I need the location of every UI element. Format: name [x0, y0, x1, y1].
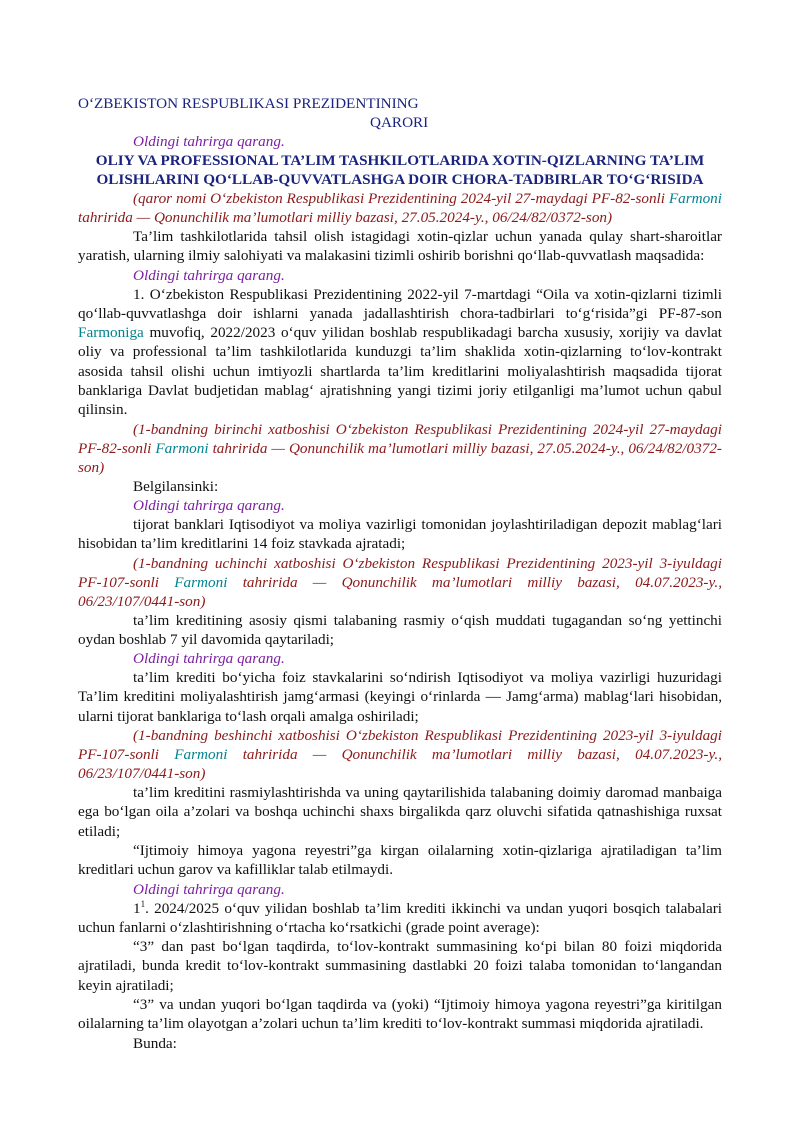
decree-link[interactable]: Farmoni — [174, 746, 228, 764]
clause-gpa-below-3: “3” dan past bo‘lgan taqdirda, to‘lov-kontrakt summasining ko‘pi bilan 80 foizi miqdorida ajratiladi, bunda kredit to‘lov-kontrakt summasining dastlabki 20 foizi talaba tomonidan to‘langandan keyin ajratiladi; — [78, 938, 722, 994]
previous-edition-link[interactable]: Oldingi tahrirga qarang. — [133, 650, 285, 668]
preamble: Ta’lim tashkilotlarida tahsil olish istagidagi xotin-qizlar uchun yanada qulay shart-sharoitlar yaratish, ularning ilmiy salohiyati va malakasini tizimli oshirib borishni qo‘llab-quvvatlash maqsadida: — [78, 228, 722, 265]
clause-1: 1. O‘zbekiston Respublikasi Prezidentining 2022-yil 7-martdagi “Oila va xotin-qizlarni tizimli qo‘llab-quvvatlashga doir ishlarni yanada jadallashtirish chora-tadbirlari to‘g‘risida”gi PF-87-son Farmoniga muvofiq, 2022/2023 o‘quv yilidan boshlab respublikadagi barcha xususiy, xorijiy va davlat oliy va professional ta’lim tashkilotlarida kunduzgi ta’lim shaklida xotin-qizlarning to‘lov-kontrakt asosida tahsil olishi uchun imtiyozli shartlarda ta’lim kreditlarini moliyalashtirish maqsadida tijorat banklariga Davlat budjetidan mablag‘ ajratishning yangi tizimi joriy etilganligi ma’lumot uchun qabul qilinsin. — [78, 285, 722, 419]
previous-edition-link[interactable]: Oldingi tahrirga qarang. — [133, 496, 285, 514]
clause-bunda: Bunda: — [133, 1034, 177, 1052]
clause-repayment: ta’lim kreditining asosiy qismi talabaning rasmiy o‘qish muddati tugagandan so‘ng yettinchi oydan boshlab 7 yil davomida qaytariladi; — [78, 611, 722, 648]
amendment-note-3: (1-bandning beshinchi xatboshisi O‘zbekiston Respublikasi Prezidentining 2023-yil 3-iyuldagi PF-107-sonli Farmoni tahririda — Qonunchilik ma’lumotlari milliy bazasi, 04.07.2023-y., 06/23/107/0441-son) — [78, 727, 722, 783]
decree-link[interactable]: Farmoniga — [78, 324, 144, 342]
clause-interest: ta’lim krediti bo‘yicha foiz stavkalarini so‘ndirish Iqtisodiyot va moliya vazirligi huzuridagi Ta’lim kreditini moliyalashtirish jamg‘armasi (keyingi o‘rinlarda — Jamg‘arma) mablag‘lari hisobidan, ularni tijorat banklariga to‘lash orqali amalga oshiriladi; — [78, 669, 722, 725]
document-title: OLIY VA PROFESSIONAL TA’LIM TASHKILOTLARIDA XOTIN-QIZLARNING TA’LIM OLISHLARINI QO‘LLAB-QUVVATLASHGA DOIR CHORA-TADBIRLAR TO‘G‘RISIDA — [95, 152, 705, 188]
previous-edition-link[interactable]: Oldingi tahrirga qarang. — [133, 880, 285, 898]
issuer-line: O‘ZBEKISTON RESPUBLIKASI PREZIDENTINING — [78, 95, 419, 112]
clause-1-1: $1^1$. 2024/2025 o‘quv yilidan boshlab ta’lim krediti ikkinchi va undan yuqori bosqich talabalari uchun fanlarni o‘zlashtirishning o‘rtacha ko‘rsatkichi (grade point average): — [78, 898, 722, 936]
previous-edition-link[interactable]: Oldingi tahrirga qarang. — [133, 133, 285, 150]
clause-registry: “Ijtimoiy himoya yagona reyestri”ga kirgan oilalarning xotin-qizlariga ajratiladigan ta’lim kreditlari uchun garov va kafilliklar talab etilmaydi. — [78, 841, 722, 879]
clause-family: ta’lim kreditini rasmiylashtirishda va uning qaytarilishida talabaning doimiy daromad manbaiga ega bo‘lgan oila a’zolari va boshqa uchinchi shaxs birgalikda qarz oluvchi sifatida qatnashishiga ruxsat etiladi; — [78, 784, 722, 840]
decree-link[interactable]: Farmoni — [155, 439, 209, 457]
amendment-note-1: (1-bandning birinchi xatboshisi O‘zbekiston Respublikasi Prezidentining 2024-yil 27-maydagi PF-82-sonli Farmoni tahririda — Qonunchilik ma’lumotlari milliy bazasi, 27.05.2024-y., 06/24/82/0372-son) — [78, 420, 722, 476]
decree-link[interactable]: Farmoni — [668, 190, 722, 207]
clause-gpa-above-3: “3” va undan yuqori bo‘lgan taqdirda va (yoki) “Ijtimoiy himoya yagona reyestri”ga kiritilgan oilalarning ta’lim olayotgan a’zolari uchun ta’lim krediti to‘lov-kontrakt summasi miqdorida ajratiladi. — [78, 996, 722, 1033]
previous-edition-link[interactable]: Oldingi tahrirga qarang. — [133, 266, 285, 284]
decree-link[interactable]: Farmoni — [174, 573, 228, 591]
clause-lead: Belgilansinki: — [133, 477, 219, 495]
clause-deposit: tijorat banklari Iqtisodiyot va moliya vazirligi tomonidan joylashtiriladigan depozit mablag‘lari hisobidan ta’lim kreditlarini 14 foiz stavkada ajratadi; — [78, 515, 722, 553]
amendment-note-title: (qaror nomi O‘zbekiston Respublikasi Prezidentining 2024-yil 27-maydagi PF-82-sonli Farmoni tahririda — Qonunchilik ma’lumotlari milliy bazasi, 27.05.2024-y., 06/24/82/0372-son) — [78, 190, 722, 226]
amendment-note-2: (1-bandning uchinchi xatboshisi O‘zbekiston Respublikasi Prezidentining 2023-yil 3-iyuldagi PF-107-sonli Farmoni tahririda — Qonunchilik ma’lumotlari milliy bazasi, 04.07.2023-y., 06/23/107/0441-son) — [78, 554, 722, 610]
document-type: QARORI — [370, 114, 429, 131]
